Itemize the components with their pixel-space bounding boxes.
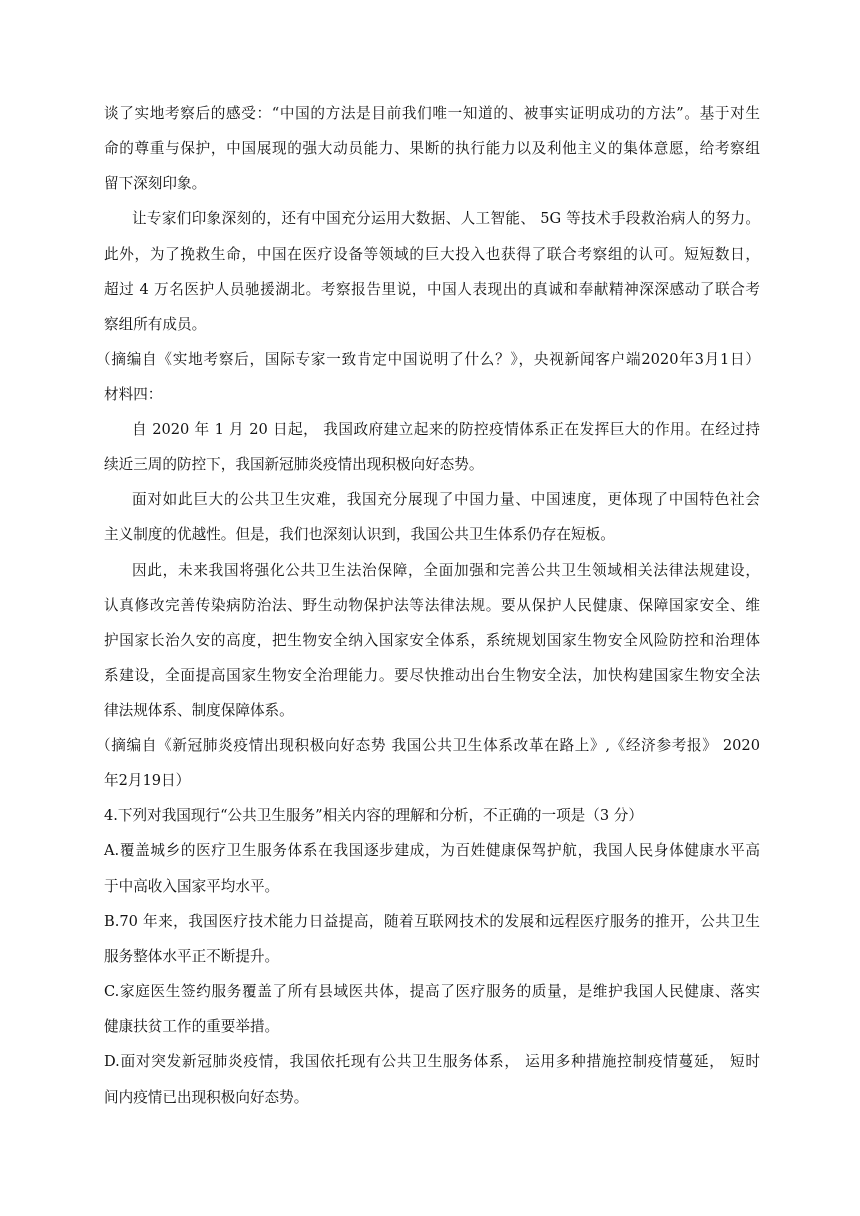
text-line: 超过 4 万名医护人员驰援湖北。考察报告里说，中国人表现出的真诚和奉献精神深深感动了联合考 xyxy=(104,281,760,298)
text-line: 命的尊重与保护，中国展现的强大动员能力、果断的执行能力以及利他主义的集体意愿，给考察组 xyxy=(104,140,760,157)
material3-source: （摘编自《实地考察后，国际专家一致肯定中国说明了什么？》，央视新闻客户端2020年3月1日） xyxy=(96,351,760,368)
text-line: 于中高收入国家平均水平。 xyxy=(104,878,280,895)
text-line: 因此，未来我国将强化公共卫生法治保障，全面加强和完善公共卫生领域相关法律法规建设， xyxy=(132,562,760,579)
text-line: 留下深刻印象。 xyxy=(104,175,207,192)
text-line: D.面对突发新冠肺炎疫情，我国依托现有公共卫生服务体系， 运用多种措施控制疫情蔓延， 短时 xyxy=(104,1053,760,1070)
text-line: C.家庭医生签约服务覆盖了所有县域医共体，提高了医疗服务的质量，是维护我国人民健康、落实 xyxy=(104,983,760,1000)
text-line: 续近三周的防控下，我国新冠肺炎疫情出现积极向好态势。 xyxy=(104,456,484,473)
text-line: 谈了实地考察后的感受：“中国的方法是目前我们唯一知道的、被事实证明成功的方法”。基于对生 xyxy=(104,105,760,122)
material4-heading: 材料四： xyxy=(104,386,163,403)
text-line: 护国家长治久安的高度，把生物安全纳入国家安全体系，系统规划国家生物安全风险防控和治理体 xyxy=(104,632,760,649)
question-stem: 4.下列对我国现行“公共卫生服务”相关内容的理解和分析，不正确的一项是（3 分） xyxy=(104,807,643,824)
text-line: 主义制度的优越性。但是，我们也深刻认识到，我国公共卫生体系仍存在短板。 xyxy=(104,526,615,543)
text-line: B.70 年来，我国医疗技术能力日益提高，随着互联网技术的发展和远程医疗服务的推开，公共卫生 xyxy=(104,913,760,930)
text-line: 年2月19日） xyxy=(104,772,191,789)
text-line: 此外，为了挽救生命，中国在医疗设备等领域的巨大投入也获得了联合考察组的认可。短短数日， xyxy=(104,246,760,263)
text-line: 面对如此巨大的公共卫生灾难，我国充分展现了中国力量、中国速度，更体现了中国特色社会 xyxy=(132,491,760,508)
text-line: 间内疫情已出现积极向好态势。 xyxy=(104,1089,309,1106)
text-line: （摘编自《新冠肺炎疫情出现积极向好态势 我国公共卫生体系改革在路上》,《经济参考报》 2020 xyxy=(96,737,760,754)
text-line: 系建设，全面提高国家生物安全治理能力。要尽快推动出台生物安全法，加快构建国家生物安全法 xyxy=(104,667,760,684)
text-line: 认真修改完善传染病防治法、野生动物保护法等法律法规。要从保护人民健康、保障国家安全、维 xyxy=(104,597,760,614)
text-line: 服务整体水平正不断提升。 xyxy=(104,948,280,965)
text-line: 让专家们印象深刻的，还有中国充分运用大数据、人工智能、 5G 等技术手段救治病人的努力。 xyxy=(132,210,760,227)
text-line: 自 2020 年 1 月 20 日起， 我国政府建立起来的防控疫情体系正在发挥巨大的作用。在经过持 xyxy=(132,421,760,438)
text-line: 健康扶贫工作的重要举措。 xyxy=(104,1018,280,1035)
text-line: 律法规体系、制度保障体系。 xyxy=(104,702,294,719)
text-line: A.覆盖城乡的医疗卫生服务体系在我国逐步建成，为百姓健康保驾护航，我国人民身体健康水平高 xyxy=(104,842,760,859)
text-line: 察组所有成员。 xyxy=(104,316,207,333)
